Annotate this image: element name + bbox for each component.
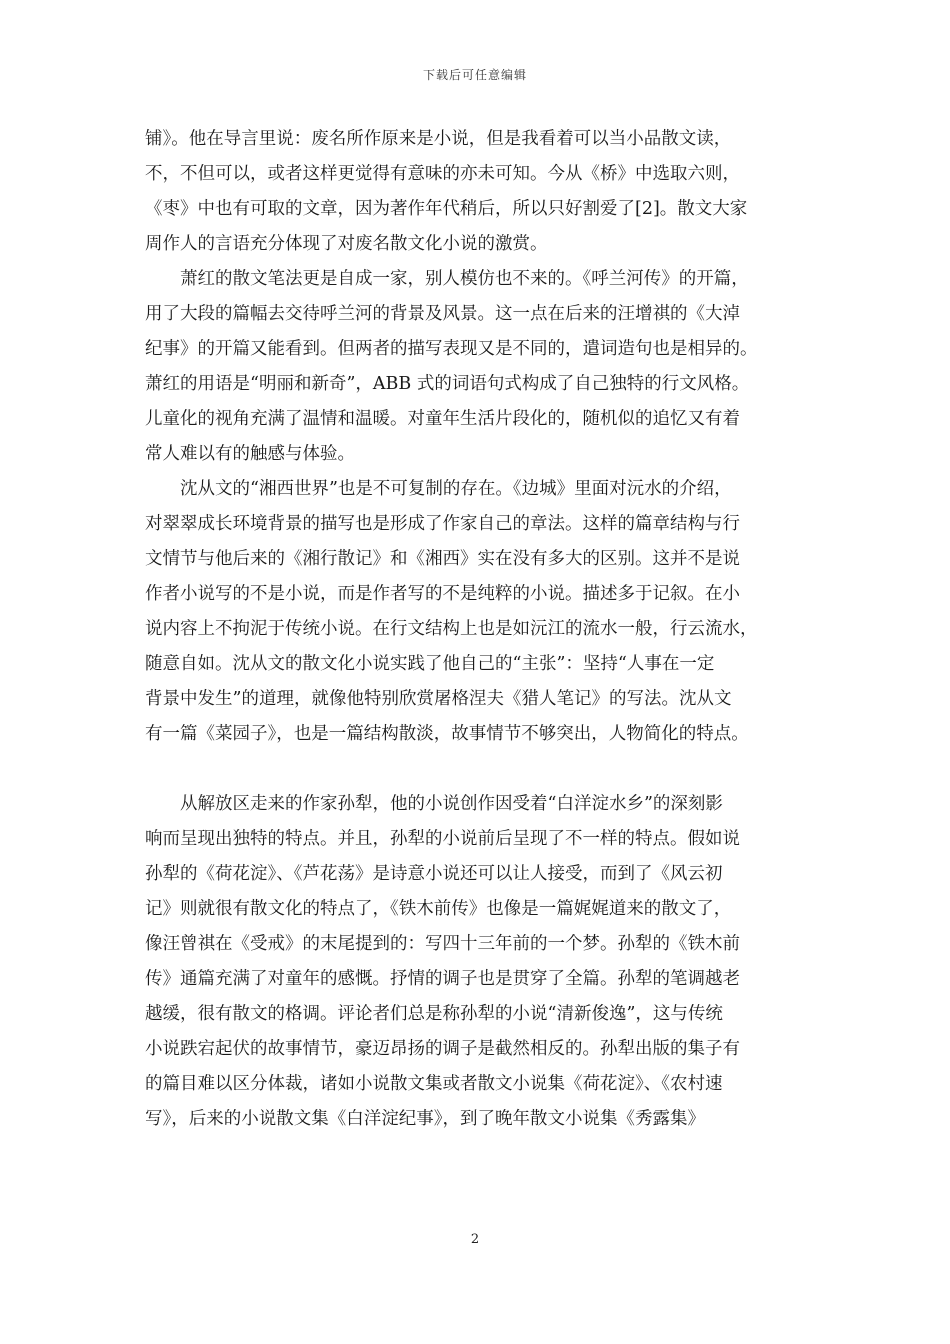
paragraph-spacer (145, 752, 825, 787)
paragraph (145, 472, 825, 752)
text-line: 铺》。他在导言里说：废名所作原来是小说，但是我看着可以当小品散文读， (145, 129, 732, 149)
text-line: 有一篇《菜园子》，也是一篇结构散淡，故事情节不够突出，人物简化的特点。 (145, 724, 749, 744)
text-line: 说内容上不拘泥于传统小说。在行文结构上也是如沅江的流水一般，行云流水， (145, 619, 758, 639)
text-line: 孙犁的《荷花淀》、《芦花荡》是诗意小说还可以让人接受，而到了《风云初 (145, 864, 723, 884)
body-text (145, 122, 825, 1137)
text-line: 从解放区走来的作家孙犁，他的小说创作因受着“白洋淀水乡”的深刻影 (145, 794, 723, 814)
text-line: 儿童化的视角充满了温情和温暖。对童年生活片段化的，随机似的追忆又有着 (145, 409, 740, 429)
text-line: 响而呈现出独特的特点。并且，孙犁的小说前后呈现了不一样的特点。假如说 (145, 829, 740, 849)
text-line: 对翠翠成长环境背景的描写也是形成了作家自己的章法。这样的篇章结构与行 (145, 514, 740, 534)
text-line: 记》则就很有散文化的特点了，《铁木前传》也像是一篇娓娓道来的散文了， (145, 899, 732, 919)
text-line: 萧红的散文笔法更是自成一家，别人模仿也不来的。《呼兰河传》的开篇， (145, 269, 749, 289)
paragraph (145, 122, 825, 262)
text-line: 像汪曾祺在《受戒》的末尾提到的：写四十三年前的一个梦。孙犁的《铁木前 (145, 934, 740, 954)
page-header: 下载后可任意编辑 (422, 68, 527, 82)
page-number: 2 (470, 1232, 480, 1247)
text-line: 传》通篇充满了对童年的感慨。抒情的调子也是贯穿了全篇。孙犁的笔调越老 (145, 969, 740, 989)
text-line: 沈从文的“湘西世界”也是不可复制的存在。《边城》里面对沅水的介绍， (145, 479, 732, 499)
paragraph (145, 262, 825, 472)
text-line: 不，不但可以，或者这样更觉得有意味的亦未可知。今从《桥》中选取六则， (145, 164, 740, 184)
text-line: 常人难以有的触感与体验。 (145, 444, 355, 464)
text-line: 小说跌宕起伏的故事情节，豪迈昂扬的调子是截然相反的。孙犁出版的集子有 (145, 1039, 740, 1059)
text-line: 写》，后来的小说散文集《白洋淀纪事》，到了晚年散文小说集《秀露集》 (145, 1109, 705, 1129)
text-line: 作者小说写的不是小说，而是作者写的不是纯粹的小说。描述多于记叙。在小 (145, 584, 740, 604)
text-line: 萧红的用语是“明丽和新奇”，ABB 式的词语句式构成了自己独特的行文风格。 (145, 374, 750, 394)
text-line: 随意自如。沈从文的散文化小说实践了他自己的“主张”：坚持“人事在一定 (145, 654, 715, 674)
text-line: 背景中发生”的道理，就像他特别欣赏屠格涅夫《猎人笔记》的写法。沈从文 (145, 689, 732, 709)
text-line: 文情节与他后来的《湘行散记》和《湘西》实在没有多大的区别。这并不是说 (145, 549, 740, 569)
text-line: 的篇目难以区分体裁，诸如小说散文集或者散文小说集《荷花淀》、《农村速 (145, 1074, 723, 1094)
text-line: 越缓，很有散文的格调。评论者们总是称孙犁的小说“清新俊逸”，这与传统 (145, 1004, 723, 1024)
text-line: 《枣》中也有可取的文章，因为著作年代稍后，所以只好割爱了[2]。散文大家 (145, 199, 748, 219)
paragraph (145, 787, 825, 1137)
text-line: 用了大段的篇幅去交待呼兰河的背景及风景。这一点在后来的汪增祺的《大淖 (145, 304, 740, 324)
text-line: 周作人的言语充分体现了对废名散文化小说的激赏。 (145, 234, 548, 254)
text-line: 纪事》的开篇又能看到。但两者的描写表现又是不同的，遣词造句也是相异的。 (145, 339, 758, 359)
